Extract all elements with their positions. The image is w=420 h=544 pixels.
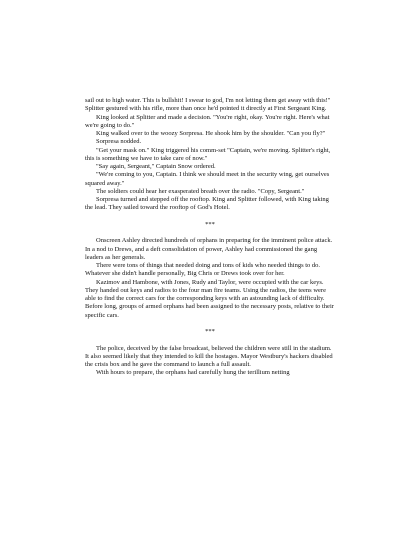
paragraph: "Say again, Sergeant," Captain Snow ordered. <box>96 163 216 170</box>
section-two <box>85 237 335 320</box>
spacer <box>85 229 335 237</box>
paragraph: The police, deceived by the false broadcast, believed the children were still in the stadium. It also seemed likely that they intended to kill the hostages. Mayor Westbury's hackers disabled the crisis box and he gave the command to launch a full assault. <box>85 344 333 368</box>
paragraph: With hours to prepare, the orphans had carefully hung the terillium netting <box>96 369 290 377</box>
spacer <box>85 336 335 344</box>
section-three <box>85 345 335 378</box>
paragraph: King looked at Splitter and made a decision. "You're right, okay. You're right. Here's what we're going to do." <box>85 113 330 129</box>
section-one <box>85 97 335 213</box>
paragraph: Sorpresa turned and stepped off the rooftop. King and Splitter followed, with King taking the lead. They sailed toward the rooftop of God's Hotel. <box>85 196 329 212</box>
scene-break-1: *** <box>205 220 215 228</box>
paragraph: The soldiers could hear her exasperated breath over the radio. "Copy, Sergeant." <box>96 187 305 195</box>
paragraph: Onscreen Ashley directed hundreds of orphans in preparing for the imminent police attack. In a nod to Drews, and a deft consolidation of power, Ashley had commissioned the gang leaders as her generals. <box>85 237 333 261</box>
paragraph: There were tons of things that needed doing and tons of kids who needed things to do. Whatever she didn't handle personally, Big Chris or Drews took over for her. <box>85 262 321 278</box>
scene-break-2: *** <box>205 328 215 335</box>
spacer <box>85 320 335 328</box>
spacer <box>85 213 335 221</box>
paragraph: sail out to high water. This is bullshit! I swear to god, I'm not letting them get away with this!" Splitter gestured with his rifle, more than once he'd pointed it directly at First Sergeant King. <box>85 97 331 113</box>
paragraph: Sorpresa nodded. <box>96 138 142 146</box>
paragraph: King walked over to the woozy Sorpresa. He shook him by the shoulder. "Can you fly?" <box>96 130 326 137</box>
paragraph: Kazimov and Hambone, with Jones, Rudy and Taylor, were occupied with the car keys. They handed out keys and radios to the four man fire teams. Using the radios, the teens were able to find the correct cars for the corresponding keys with an astounding lack of difficulty. Before long, groups of armed orphans had been assigned to the necessary posts, relative to their specific cars. <box>85 278 334 319</box>
page-body-text <box>85 97 335 378</box>
paragraph: "Get your mask on." King triggered his comm-set "Captain, we're moving. Splitter's right, this is something we have to take care of now." <box>85 146 331 162</box>
paragraph: "We're coming to you, Captain. I think we should meet in the security wing, get ourselves squared away." <box>85 171 330 187</box>
